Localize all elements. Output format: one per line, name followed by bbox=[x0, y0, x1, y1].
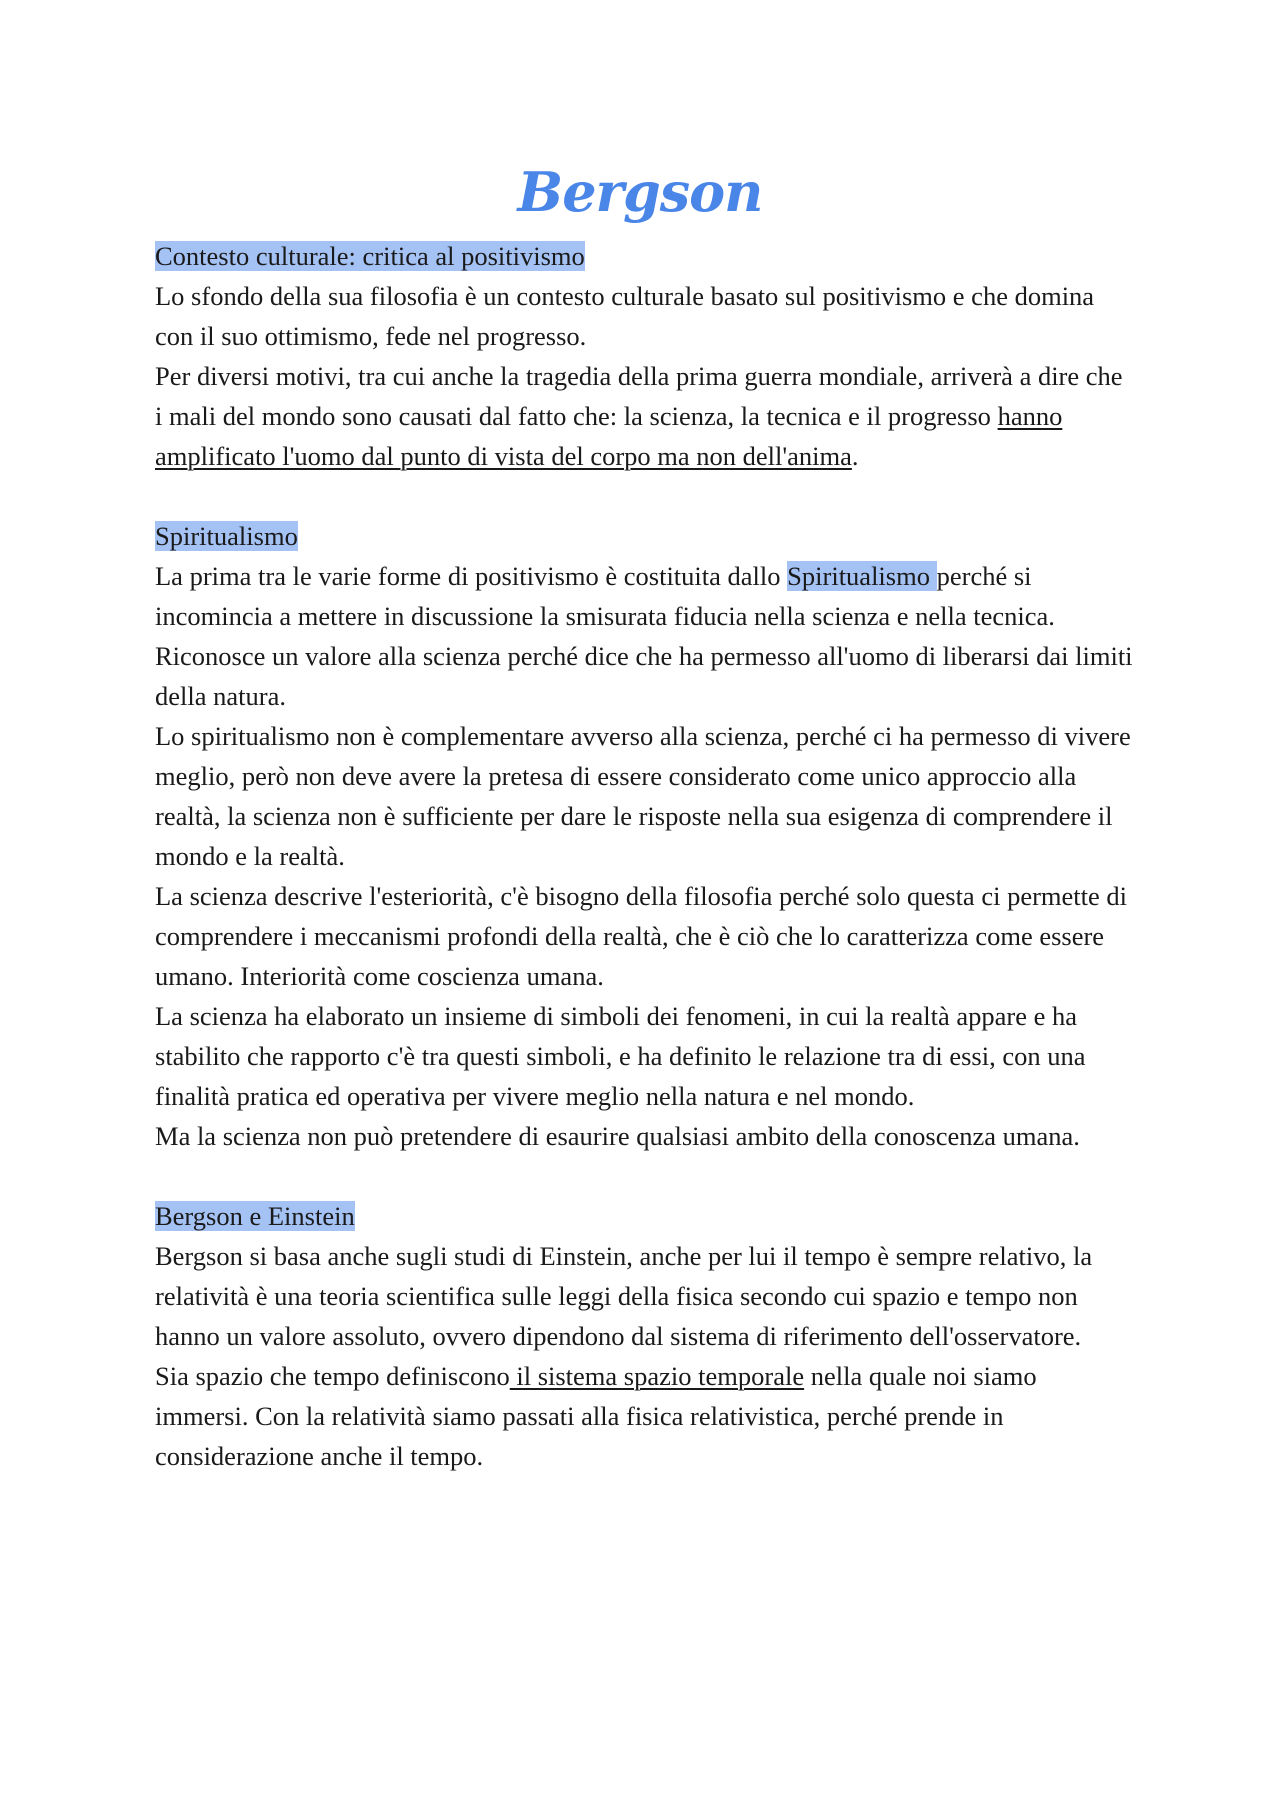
highlighted-text: Spiritualismo bbox=[787, 561, 937, 591]
heading-highlight: Bergson e Einstein bbox=[155, 1201, 355, 1231]
section-heading-bergson-einstein bbox=[155, 1196, 1135, 1236]
underlined-text: il sistema spazio temporale bbox=[509, 1361, 805, 1391]
blank-line bbox=[155, 1156, 1135, 1196]
page-title: Bergson bbox=[517, 160, 763, 224]
paragraph: Lo sfondo della sua filosofia è un contesto culturale basato sul positivismo e che domina con il suo ottimismo, fede nel progresso. bbox=[155, 281, 1095, 351]
text-run: La prima tra le varie forme di positivismo è costituita dallo bbox=[155, 561, 788, 591]
paragraph: La scienza ha elaborato un insieme di simboli dei fenomeni, in cui la realtà appare e ha stabilito che rapporto c'è tra questi simboli, e ha definito le relazione tra di essi, con una finalità pratica ed operativa per vivere meglio nella natura e nel mondo. bbox=[155, 1001, 1086, 1111]
text-run: . bbox=[851, 441, 859, 471]
text-run: nella quale noi siamo immersi. Con la relatività siamo passati alla fisica relativistica, perché prende in considerazione anche il tempo. bbox=[155, 1361, 1037, 1471]
section-heading-contesto bbox=[155, 236, 1135, 276]
underlined-text: hanno amplificato l'uomo dal punto di vista del corpo ma non dell'anima bbox=[155, 401, 1063, 471]
paragraph: Bergson si basa anche sugli studi di Einstein, anche per lui il tempo è sempre relativo, la relatività è una teoria scientifica sulle leggi della fisica secondo cui spazio e tempo non hanno un valore assoluto, ovvero dipendono dal sistema di riferimento dell'osservatore. bbox=[155, 1241, 1093, 1351]
blank-line bbox=[155, 476, 1135, 516]
section-heading-spiritualismo bbox=[155, 516, 1135, 556]
text-run: perché si incomincia a mettere in discussione la smisurata fiducia nella scienza e nella tecnica. Riconosce un valore alla scienza perché dice che ha permesso all'uomo di liberarsi dai limiti della natura. bbox=[155, 561, 1133, 711]
paragraph bbox=[155, 356, 1135, 476]
text-run: Sia spazio che tempo definiscono bbox=[155, 1361, 510, 1391]
document-body bbox=[155, 236, 1135, 1476]
paragraph: Ma la scienza non può pretendere di esaurire qualsiasi ambito della conoscenza umana. bbox=[155, 1121, 1080, 1151]
heading-highlight: Spiritualismo bbox=[155, 521, 298, 551]
paragraph bbox=[155, 556, 1135, 716]
text-run: Per diversi motivi, tra cui anche la tragedia della prima guerra mondiale, arriverà a dire che i mali del mondo sono causati dal fatto che: la scienza, la tecnica e il progresso bbox=[155, 361, 1123, 431]
paragraph: Lo spiritualismo non è complementare avverso alla scienza, perché ci ha permesso di vivere meglio, però non deve avere la pretesa di essere considerato come unico approccio alla realtà, la scienza non è sufficiente per dare le risposte nella sua esigenza di comprendere il mondo e la realtà. bbox=[155, 721, 1131, 871]
paragraph: La scienza descrive l'esteriorità, c'è bisogno della filosofia perché solo questa ci permette di comprendere i meccanismi profondi della realtà, che è ciò che lo caratterizza come essere umano. Interiorità come coscienza umana. bbox=[155, 881, 1127, 991]
heading-highlight: Contesto culturale: critica al positivismo bbox=[155, 241, 585, 271]
paragraph bbox=[155, 1356, 1135, 1476]
